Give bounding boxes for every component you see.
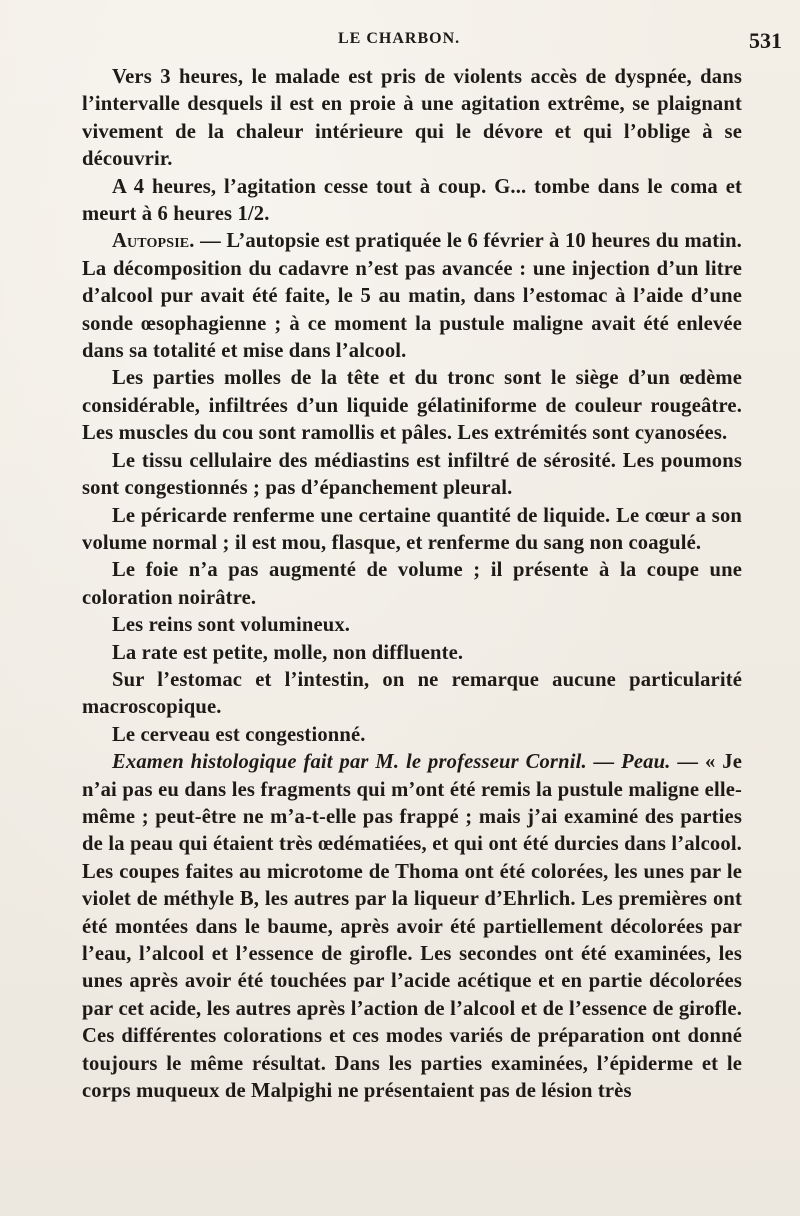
- paragraph-pericardium: Le péricarde renferme une certaine quantité de liquide. Le cœur a son volume normal ; il est mou, flasque, et renferme du sang non coagulé.: [82, 504, 742, 554]
- paragraph-autopsy: [82, 228, 742, 365]
- paragraph-dyspnea: Vers 3 heures, le malade est pris de violents accès de dyspnée, dans l’intervalle desquels il est en proie à une agitation extrême, se plaignant vivement de la chaleur intérieure qui le dévore et qui l’oblige à se découvrir.: [82, 66, 742, 171]
- paragraph-death: A 4 heures, l’agitation cesse tout à coup. G... tombe dans le coma et meurt à 6 heures 1/2.: [82, 175, 742, 226]
- paragraph-brain: Le cerveau est congestionné.: [112, 723, 366, 746]
- paragraph-histology: [82, 749, 742, 1105]
- body-text: [82, 64, 742, 1105]
- running-head-title: LE CHARBON.: [338, 30, 461, 47]
- paragraph-mediastinum: Le tissu cellulaire des médiastins est infiltré de sérosité. Les poumons sont congestionnés ; pas d’épanchement pleural.: [82, 449, 742, 500]
- histology-text: — « Je n’ai pas eu dans les fragments qui m’ont été remis la pustule maligne elle-même ; peut-être ne m’a-t-elle pas frappé ; mais j’ai examiné des parties de la peau qui étaient très œdématiées, et qui ont été durcies dans l’alcool. Les coupes faites au microtome de Thoma ont été colorées, les unes par le violet de méthyle B, les autres par la liqueur d’Ehrlich. Les premières ont été montées dans le baume, après avoir été partiellement décolorées par l’eau, l’alcool et l’essence de girofle. Les secondes ont été examinées, les unes après avoir été touchées par l’acide acétique et en partie décolorées par cet acide, les autres après l’action de l’alcool et de l’essence de girofle. Ces différentes colorations et ces modes variés de préparation ont donné toujours le même résultat. Dans les parties examinées, l’épiderme et le corps muqueux de Malpighi ne présentaient pas de lésion très: [82, 751, 743, 1103]
- running-head: [0, 30, 800, 60]
- histology-heading: Examen histologique fait par M. le professeur Cornil. — Peau.: [112, 751, 671, 774]
- paragraph-kidneys: Les reins sont volumineux.: [112, 614, 351, 637]
- paragraph-spleen: La rate est petite, molle, non diffluente.: [112, 641, 464, 664]
- paragraph-stomach: Sur l’estomac et l’intestin, on ne remarque aucune particularité macroscopique.: [82, 668, 742, 719]
- page-number: 531: [749, 28, 782, 53]
- paragraph-liver: Le foie n’a pas augmenté de volume ; il présente à la coupe une coloration noirâtre.: [82, 559, 742, 609]
- paragraph-soft-tissue: Les parties molles de la tête et du tronc sont le siège d’un œdème considérable, infiltrées d’un liquide gélatiniforme de couleur rougeâtre. Les muscles du cou sont ramollis et pâles. Les extrémités sont cyanosées.: [82, 367, 742, 445]
- autopsy-text: — L’autopsie est pratiquée le 6 février à 10 heures du matin. La décomposition du cadavre n’est pas avancée : une injection d’un litre d’alcool pur avait été faite, le 5 au matin, dans l’estomac à l’aide d’une sonde œsophagienne ; à ce moment la pustule maligne avait été enlevée dans sa totalité et mise dans l’alcool.: [82, 230, 742, 363]
- autopsy-heading: Autopsie.: [112, 230, 195, 253]
